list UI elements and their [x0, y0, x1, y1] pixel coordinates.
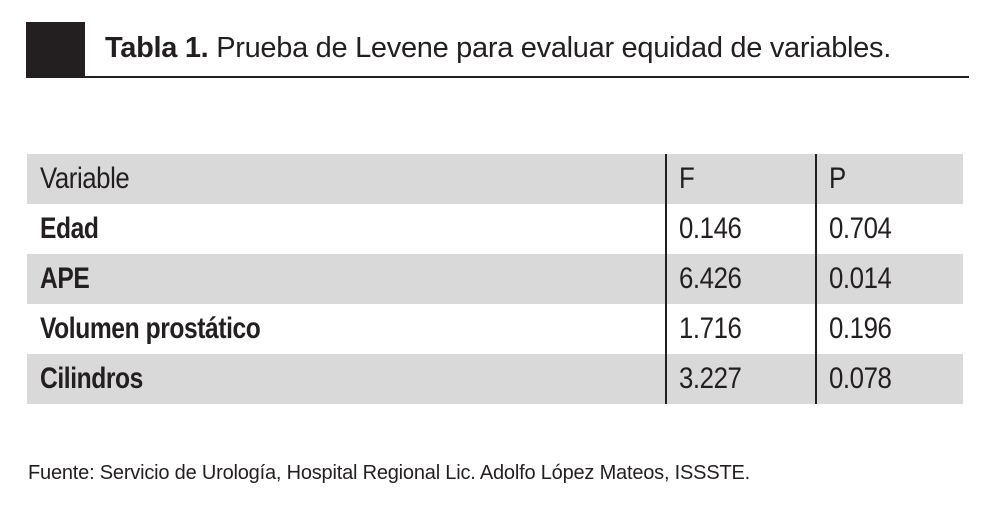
caption-underline	[85, 76, 969, 78]
row-f-value: 0.146	[665, 204, 815, 254]
source-note: Fuente: Servicio de Urología, Hospital Regional Lic. Adolfo López Mateos, ISSSTE.	[28, 462, 750, 484]
table-row	[27, 204, 963, 254]
caption-block-marker	[26, 22, 85, 78]
header-variable: Variable	[40, 162, 130, 195]
row-f-value: 3.227	[665, 354, 815, 404]
row-variable: Volumen prostático	[40, 312, 261, 345]
row-p-value: 0.014	[815, 254, 963, 304]
table-caption	[26, 22, 969, 78]
row-f-value: 1.716	[665, 304, 815, 354]
row-p-value: 0.078	[815, 354, 963, 404]
row-p-value: 0.196	[815, 304, 963, 354]
row-p-value: 0.704	[815, 204, 963, 254]
header-f: F	[665, 154, 815, 204]
header-p: P	[815, 154, 963, 204]
row-variable: Cilindros	[40, 362, 143, 395]
row-variable: Edad	[40, 212, 99, 245]
row-variable: APE	[40, 262, 90, 295]
caption-text	[105, 32, 891, 65]
caption-title: Prueba de Levene para evaluar equidad de variables.	[216, 32, 891, 64]
table-header-row	[27, 154, 963, 204]
caption-prefix: Tabla 1.	[105, 32, 209, 64]
table-row	[27, 354, 963, 404]
levene-table	[27, 154, 963, 404]
row-f-value: 6.426	[665, 254, 815, 304]
table-row	[27, 304, 963, 354]
table-row	[27, 254, 963, 304]
